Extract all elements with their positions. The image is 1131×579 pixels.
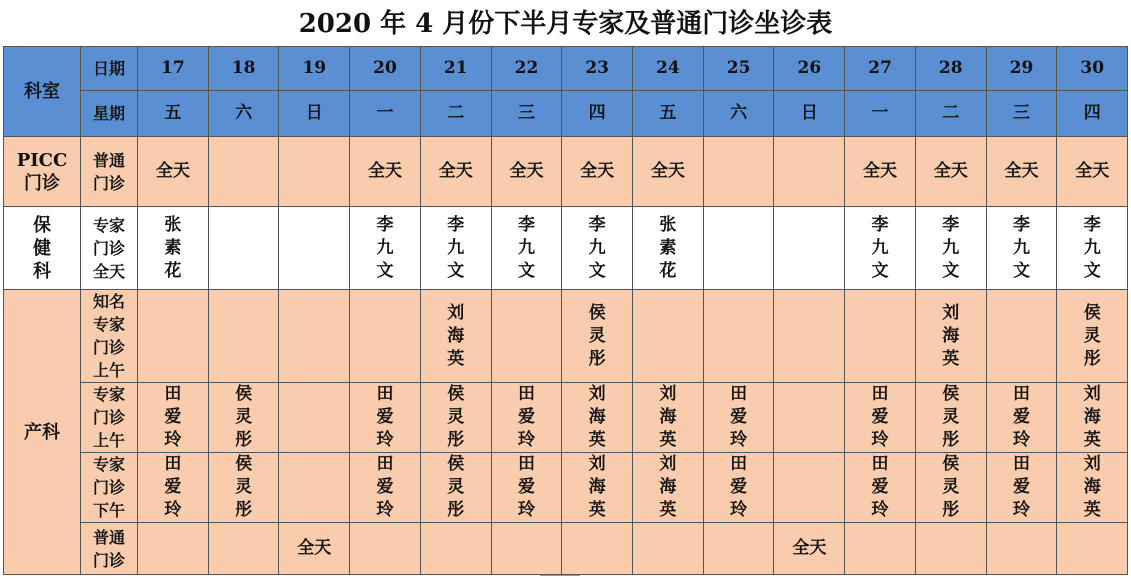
- schedule-cell: 李 九 文: [1057, 207, 1128, 290]
- schedule-cell: 侯 灵 彤: [208, 383, 279, 453]
- dept-cell: 产科: [4, 290, 81, 575]
- schedule-cell: [774, 137, 845, 207]
- schedule-cell: [350, 290, 421, 383]
- schedule-cell: 田 爱 玲: [491, 453, 562, 523]
- table-row: [4, 523, 1128, 575]
- schedule-cell: 全天: [491, 137, 562, 207]
- schedule-cell: 刘 海 英: [420, 290, 491, 383]
- schedule-cell: 全天: [774, 523, 845, 575]
- weekday-cell: 四: [562, 91, 633, 137]
- clinic-type-cell: 普通 门诊: [81, 523, 138, 575]
- dept-cell: PICC 门诊: [4, 137, 81, 207]
- schedule-cell: 侯 灵 彤: [420, 383, 491, 453]
- schedule-cell: 全天: [915, 137, 986, 207]
- schedule-cell: [491, 523, 562, 575]
- schedule-cell: 张 素 花: [138, 207, 209, 290]
- table-row: [4, 137, 1128, 207]
- schedule-cell: 侯 灵 彤: [562, 290, 633, 383]
- schedule-cell: 田 爱 玲: [986, 383, 1057, 453]
- dept-header: 科室: [4, 47, 81, 137]
- date-cell: 20: [350, 47, 421, 91]
- schedule-cell: 侯 灵 彤: [208, 453, 279, 523]
- date-cell: 17: [138, 47, 209, 91]
- schedule-cell: [208, 290, 279, 383]
- schedule-cell: [774, 383, 845, 453]
- schedule-cell: [420, 523, 491, 575]
- schedule-cell: 全天: [562, 137, 633, 207]
- date-label: 日期: [81, 47, 138, 91]
- schedule-cell: 田 爱 玲: [703, 453, 774, 523]
- weekday-cell: 三: [986, 91, 1057, 137]
- schedule-cell: 全天: [350, 137, 421, 207]
- dept-cell: 保 健 科: [4, 207, 81, 290]
- weekday-cell: 六: [208, 91, 279, 137]
- schedule-cell: 田 爱 玲: [350, 383, 421, 453]
- schedule-cell: [138, 523, 209, 575]
- schedule-cell: 全天: [420, 137, 491, 207]
- schedule-cell: 李 九 文: [350, 207, 421, 290]
- schedule-cell: [1057, 523, 1128, 575]
- clinic-type-cell: 普通 门诊: [81, 137, 138, 207]
- weekday-cell: 一: [350, 91, 421, 137]
- clinic-type-cell: 专家 门诊 下午: [81, 453, 138, 523]
- schedule-cell: [279, 207, 350, 290]
- table-row: [4, 453, 1128, 523]
- schedule-cell: 全天: [845, 137, 916, 207]
- schedule-cell: [703, 137, 774, 207]
- schedule-cell: 侯 灵 彤: [915, 453, 986, 523]
- table-row: [4, 383, 1128, 453]
- header-date-row: [4, 47, 1128, 91]
- schedule-cell: 全天: [279, 523, 350, 575]
- schedule-cell: [986, 290, 1057, 383]
- schedule-cell: 侯 灵 彤: [915, 383, 986, 453]
- schedule-cell: [774, 207, 845, 290]
- schedule-cell: [845, 523, 916, 575]
- weekday-cell: 五: [138, 91, 209, 137]
- schedule-cell: 李 九 文: [986, 207, 1057, 290]
- schedule-cell: 刘 海 英: [1057, 453, 1128, 523]
- schedule-cell: 全天: [986, 137, 1057, 207]
- weekday-cell: 四: [1057, 91, 1128, 137]
- date-cell: 21: [420, 47, 491, 91]
- schedule-cell: 刘 海 英: [915, 290, 986, 383]
- schedule-cell: [350, 523, 421, 575]
- schedule-cell: [279, 290, 350, 383]
- schedule-cell: [138, 290, 209, 383]
- schedule-cell: 刘 海 英: [562, 453, 633, 523]
- weekday-label: 星期: [81, 91, 138, 137]
- weekday-cell: 日: [279, 91, 350, 137]
- schedule-cell: 刘 海 英: [633, 453, 704, 523]
- date-cell: 19: [279, 47, 350, 91]
- weekday-cell: 一: [845, 91, 916, 137]
- schedule-cell: 田 爱 玲: [350, 453, 421, 523]
- schedule-cell: [562, 523, 633, 575]
- schedule-cell: 田 爱 玲: [491, 383, 562, 453]
- schedule-cell: 李 九 文: [845, 207, 916, 290]
- date-cell: 27: [845, 47, 916, 91]
- date-cell: 25: [703, 47, 774, 91]
- schedule-cell: [208, 523, 279, 575]
- date-cell: 18: [208, 47, 279, 91]
- schedule-cell: [915, 523, 986, 575]
- schedule-cell: [774, 290, 845, 383]
- schedule-cell: 侯 灵 彤: [420, 453, 491, 523]
- weekday-cell: 二: [915, 91, 986, 137]
- schedule-cell: [633, 290, 704, 383]
- schedule-cell: 全天: [633, 137, 704, 207]
- divider: [540, 575, 580, 576]
- schedule-cell: [703, 523, 774, 575]
- date-cell: 26: [774, 47, 845, 91]
- date-cell: 24: [633, 47, 704, 91]
- schedule-cell: [208, 137, 279, 207]
- header-weekday-row: [4, 91, 1128, 137]
- weekday-cell: 五: [633, 91, 704, 137]
- schedule-cell: 刘 海 英: [1057, 383, 1128, 453]
- table-row: [4, 290, 1128, 383]
- schedule-cell: 田 爱 玲: [845, 383, 916, 453]
- date-cell: 23: [562, 47, 633, 91]
- weekday-cell: 三: [491, 91, 562, 137]
- schedule-cell: 田 爱 玲: [986, 453, 1057, 523]
- schedule-cell: [633, 523, 704, 575]
- schedule-cell: 田 爱 玲: [138, 383, 209, 453]
- weekday-cell: 六: [703, 91, 774, 137]
- schedule-cell: [845, 290, 916, 383]
- date-cell: 22: [491, 47, 562, 91]
- schedule-cell: 田 爱 玲: [845, 453, 916, 523]
- date-cell: 29: [986, 47, 1057, 91]
- weekday-cell: 日: [774, 91, 845, 137]
- weekday-cell: 二: [420, 91, 491, 137]
- clinic-type-cell: 专家 门诊 全天: [81, 207, 138, 290]
- schedule-cell: [774, 453, 845, 523]
- schedule-cell: 田 爱 玲: [703, 383, 774, 453]
- schedule-cell: [279, 137, 350, 207]
- clinic-type-cell: 专家 门诊 上午: [81, 383, 138, 453]
- schedule-cell: 侯 灵 彤: [1057, 290, 1128, 383]
- schedule-cell: 李 九 文: [562, 207, 633, 290]
- schedule-cell: [491, 290, 562, 383]
- clinic-type-cell: 知名 专家 门诊 上午: [81, 290, 138, 383]
- schedule-cell: [279, 383, 350, 453]
- schedule-cell: 田 爱 玲: [138, 453, 209, 523]
- schedule-cell: [208, 207, 279, 290]
- schedule-table: [3, 46, 1128, 575]
- schedule-cell: [703, 290, 774, 383]
- schedule-cell: 张 素 花: [633, 207, 704, 290]
- schedule-cell: 李 九 文: [915, 207, 986, 290]
- schedule-cell: 全天: [138, 137, 209, 207]
- date-cell: 28: [915, 47, 986, 91]
- schedule-cell: 李 九 文: [420, 207, 491, 290]
- schedule-cell: 刘 海 英: [633, 383, 704, 453]
- schedule-cell: 李 九 文: [491, 207, 562, 290]
- date-cell: 30: [1057, 47, 1128, 91]
- table-row: [4, 207, 1128, 290]
- page-title: 2020 年 4 月份下半月专家及普通门诊坐诊表: [298, 9, 833, 39]
- schedule-cell: 全天: [1057, 137, 1128, 207]
- schedule-cell: 刘 海 英: [562, 383, 633, 453]
- schedule-cell: [986, 523, 1057, 575]
- schedule-cell: [703, 207, 774, 290]
- schedule-cell: [279, 453, 350, 523]
